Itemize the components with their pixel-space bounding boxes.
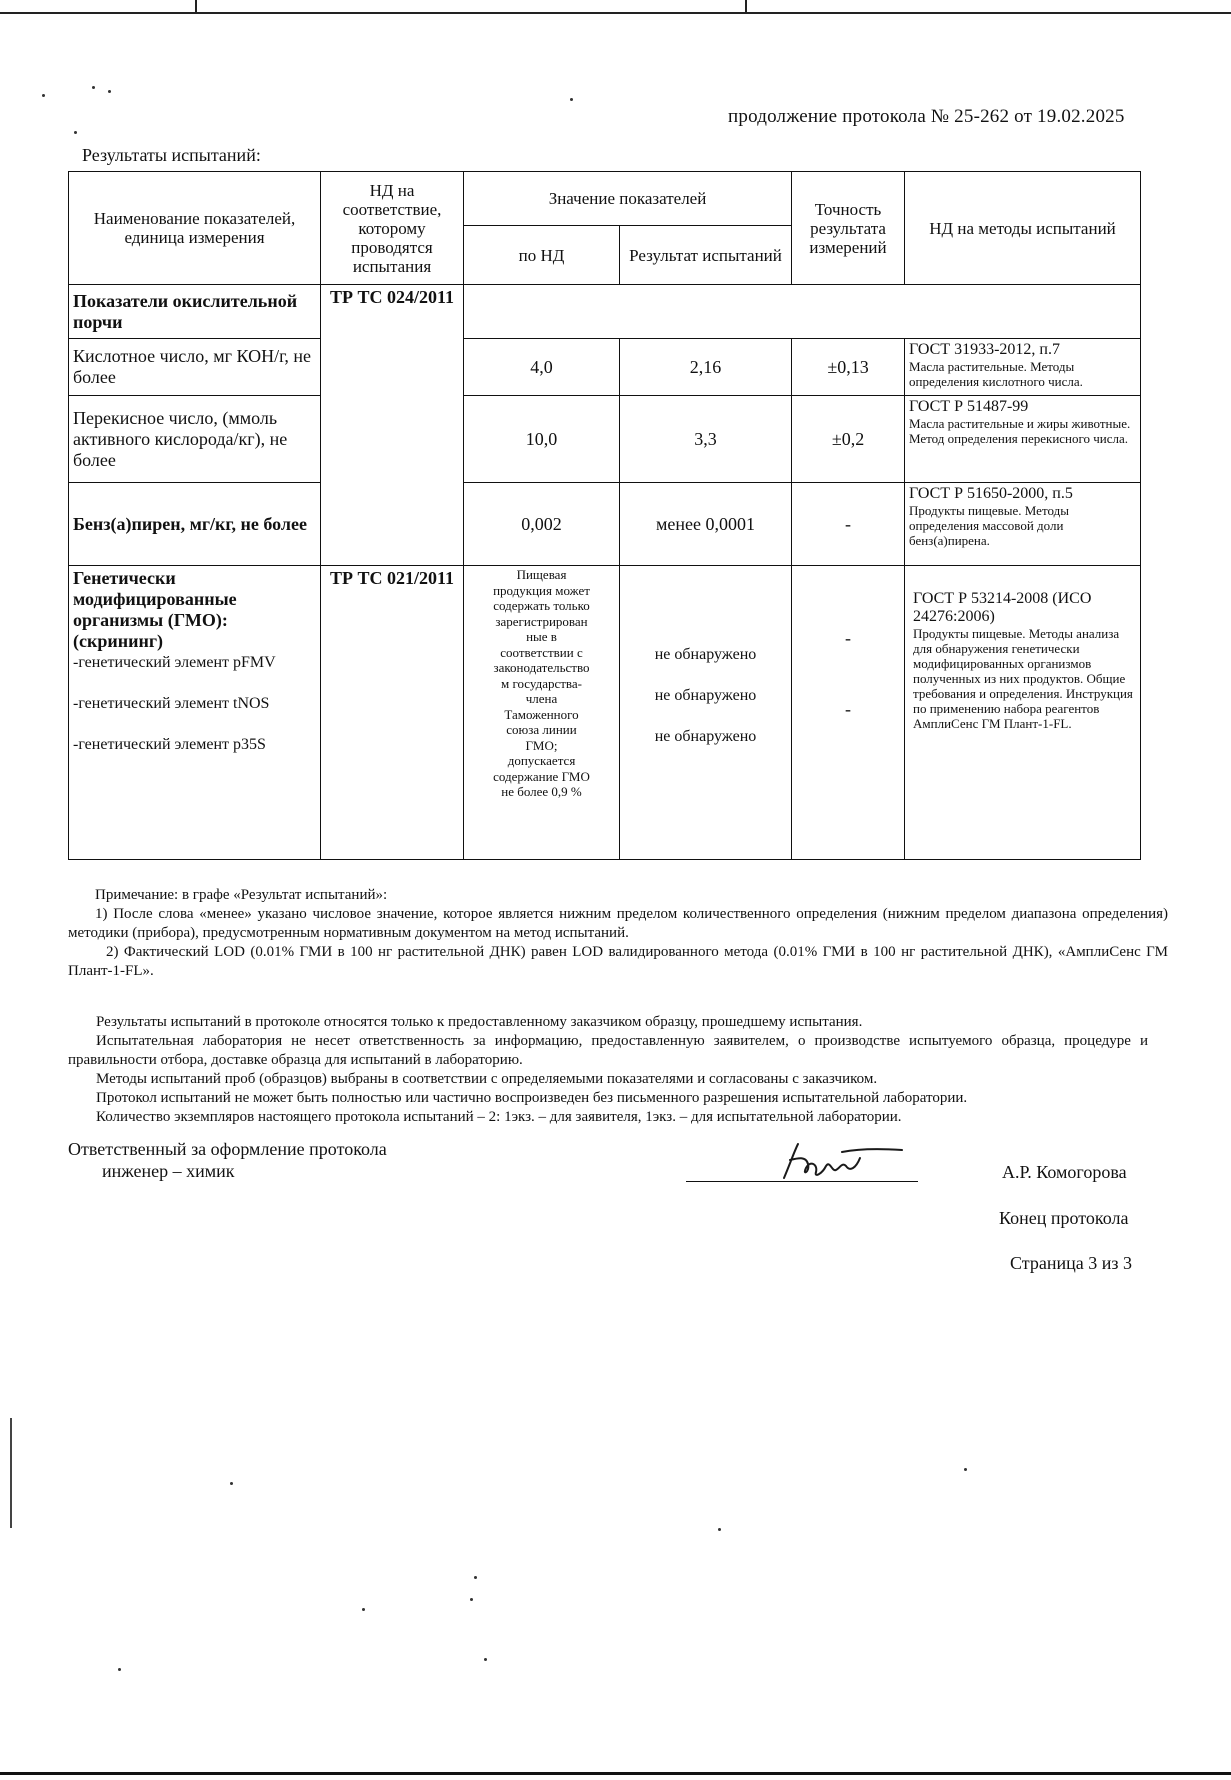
gmo-norm-line: Таможенного (504, 706, 579, 722)
scan-margin-line (10, 1418, 12, 1528)
table-row-gmo (69, 566, 1141, 860)
gmo-norm-line: члена (525, 691, 558, 706)
scan-speck (570, 98, 573, 101)
gmo-norm-line: не более 0,9 % (501, 784, 582, 799)
row-name: Перекисное число, (ммоль активного кислорода/кг), не более (69, 396, 321, 483)
row-name: Кислотное число, мг КОН/г, не более (69, 339, 321, 396)
row-accuracy: - (792, 483, 905, 566)
group-oxidation-empty (464, 285, 1141, 339)
header-name: Наименование показателей, единица измерения (69, 172, 321, 285)
row-by-nd: 10,0 (464, 396, 620, 483)
scan-speck (74, 131, 77, 134)
gmo-norm-line: Пищевая (516, 567, 567, 582)
disclaimer-line: Протокол испытаний не может быть полностью или частично воспроизведен без письменного разрешения испытательной лаборатории. (96, 1090, 968, 1106)
row-method (905, 396, 1141, 483)
row-accuracy: ±0,13 (792, 339, 905, 396)
gmo-result: не обнаружено (654, 646, 757, 663)
note-2: 2) Фактический LOD (0.01% ГМИ в 100 нг растительной ДНК) равен LOD валидированного метода (0.01% ГМИ в 100 нг растительной ДНК), «АмплиСенс ГМ Плант-1-FL». (68, 944, 1168, 979)
scan-speck (964, 1468, 967, 1471)
notes-section (68, 886, 1168, 981)
gmo-accuracy (792, 566, 905, 860)
responsible-position: инженер – химик (102, 1161, 235, 1181)
top-border-tick (195, 0, 197, 14)
gmo-norm-line: м государства- (501, 675, 582, 691)
row-method (905, 483, 1141, 566)
method-description: Продукты пищевые. Методы определения массовой доли бенз(а)пирена. (909, 503, 1069, 548)
method-code: ГОСТ Р 53214-2008 (ИСО 24276:2006) (913, 590, 1092, 625)
header-nd-methods: НД на методы испытаний (905, 172, 1141, 285)
page-number: Страница 3 из 3 (1010, 1253, 1132, 1273)
gmo-norm-line: соответствии с (500, 644, 583, 660)
group-oxidation-title: Показатели окислительной порчи (69, 285, 321, 339)
row-result: 2,16 (620, 339, 792, 396)
handwritten-signature (776, 1138, 906, 1184)
method-description: Масла растительные. Методы определения кислотного числа. (909, 359, 1083, 389)
scan-speck (718, 1528, 721, 1531)
scan-speck (470, 1598, 473, 1601)
scan-speck (230, 1482, 233, 1485)
gmo-results (620, 566, 792, 860)
row-accuracy: ±0,2 (792, 396, 905, 483)
scan-speck (92, 86, 95, 89)
disclaimer-line: Методы испытаний проб (образцов) выбраны в соответствии с определяемыми показателями и согласованы с заказчиком. (96, 1071, 878, 1087)
signer-name: А.Р. Комогорова (1002, 1162, 1127, 1182)
method-code: ГОСТ Р 51487-99 (909, 398, 1029, 415)
gmo-norm-line: ные в (526, 629, 557, 644)
header-result: Результат испытаний (620, 226, 792, 285)
group-oxidation-nd: ТР ТС 024/2011 (321, 285, 464, 566)
row-name: Бенз(а)пирен, мг/кг, не более (69, 483, 321, 566)
notes-title: Примечание: в графе «Результат испытаний»: (95, 887, 388, 903)
protocol-continuation: продолжение протокола № 25-262 от 19.02.2025 (728, 106, 1125, 127)
method-code: ГОСТ Р 51650-2000, п.5 (909, 485, 1073, 502)
disclaimer-line: Результаты испытаний в протоколе относятся только к предоставленному заказчиком образцу, прошедшему испытания. (96, 1014, 863, 1030)
scan-speck (474, 1576, 477, 1579)
scan-speck (108, 90, 111, 93)
gmo-norm-line: содержать только (493, 598, 590, 613)
gmo-nd: ТР ТС 021/2011 (321, 566, 464, 860)
header-nd-conformity: НД на соответствие, которому проводятся испытания (321, 172, 464, 285)
responsible-label: Ответственный за оформление протокола (68, 1139, 387, 1159)
table-row (69, 483, 1141, 566)
method-code: ГОСТ 31933-2012, п.7 (909, 341, 1060, 358)
gmo-norm (464, 566, 620, 860)
disclaimer-line: Испытательная лаборатория не несет ответственность за информацию, предоставленную заявителем, о производстве испытуемого образца, процедуре и правильности отбора, доставке образца для испытаний в лабораторию. (68, 1033, 1148, 1068)
gmo-element: -генетический элемент p35S (73, 736, 266, 753)
bottom-border-line (0, 1772, 1231, 1775)
row-result: 3,3 (620, 396, 792, 483)
table-row (69, 339, 1141, 396)
disclaimer-section (68, 1013, 1148, 1127)
scan-speck (118, 1668, 121, 1671)
gmo-norm-line: зарегистрирован (495, 613, 588, 629)
method-description: Масла растительные и жиры животные. Метод определения перекисного числа. (909, 416, 1131, 446)
top-border-line (0, 0, 1231, 14)
gmo-norm-line: союза линии (506, 722, 577, 737)
scan-speck (484, 1658, 487, 1661)
row-by-nd: 0,002 (464, 483, 620, 566)
scan-speck (362, 1608, 365, 1611)
scan-speck (42, 94, 45, 97)
gmo-result: не обнаружено (654, 687, 757, 704)
gmo-element: -генетический элемент tNOS (73, 695, 270, 712)
gmo-name-cell (69, 566, 321, 860)
disclaimer-line: Количество экземпляров настоящего протокола испытаний – 2: 1экз. – для заявителя, 1экз. – для испытательной лаборатории. (96, 1109, 902, 1125)
gmo-method (905, 566, 1141, 860)
note-1: 1) После слова «менее» указано числовое значение, которое является нижним пределом количественного определения (нижним пределом диапазона определения) методики (прибора), предусмотренным нормативным документом на метод испытаний. (68, 906, 1168, 941)
gmo-accuracy-value: - (845, 628, 852, 648)
gmo-accuracy-value: - (845, 699, 852, 719)
row-result: менее 0,0001 (620, 483, 792, 566)
method-description: Продукты пищевые. Методы анализа для обнаружения генетически модифицированных организмов полученных из них продуктов. Общие требования и определения. Инструкция по применению набора реагентов АмплиСенс ГМ Плант-1-FL. (913, 626, 1133, 731)
row-by-nd: 4,0 (464, 339, 620, 396)
header-accuracy: Точность результата измерений (792, 172, 905, 285)
gmo-norm-line: продукция может (493, 582, 590, 598)
gmo-norm-line: ГМО; (525, 737, 558, 753)
row-method (905, 339, 1141, 396)
results-table (68, 171, 1141, 860)
table-row (69, 396, 1141, 483)
gmo-title: Генетически модифицированные организмы (ГМО): (скрининг) (73, 568, 237, 651)
end-of-protocol: Конец протокола (999, 1208, 1129, 1228)
gmo-norm-line: содержание ГМО (493, 768, 590, 784)
gmo-element: -генетический элемент pFMV (73, 654, 276, 671)
results-heading: Результаты испытаний: (82, 145, 261, 165)
gmo-result: не обнаружено (654, 728, 757, 745)
header-by-nd: по НД (464, 226, 620, 285)
header-values-group: Значение показателей (464, 172, 792, 226)
gmo-norm-line: законодательство (493, 660, 590, 675)
gmo-norm-line: допускается (507, 753, 576, 768)
top-border-tick (745, 0, 747, 14)
